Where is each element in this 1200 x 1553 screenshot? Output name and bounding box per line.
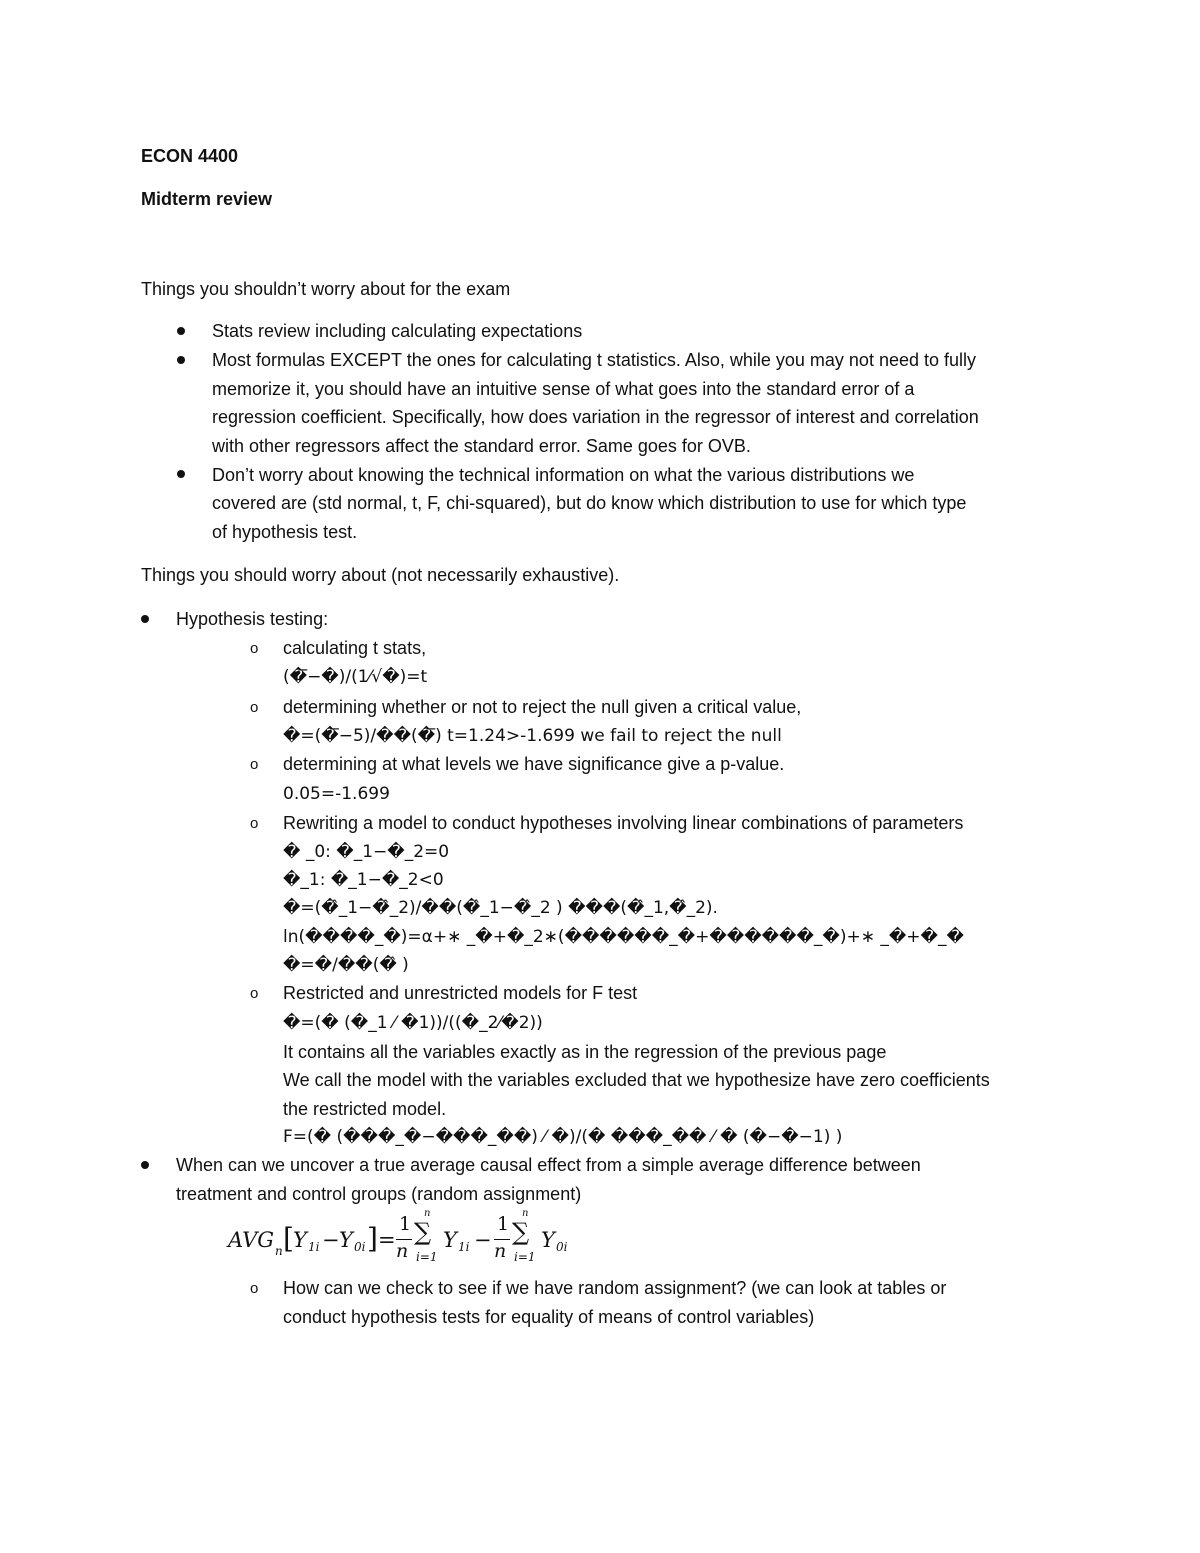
sub-item-label: determining at what levels we have significance give a p-value.	[283, 754, 785, 774]
eq-sum-top-2: n	[522, 1208, 529, 1219]
hypothesis-testing-label: Hypothesis testing:	[176, 609, 329, 629]
sub-bullet-icon: o	[250, 756, 259, 773]
formula-line: �=(�̂_1−�̂_2)/��(�̂_1−�̂_2 ) ���(�̂_1,�̂_2).	[283, 898, 718, 918]
eq-equals: =	[378, 1228, 396, 1252]
list-item-line: regression coefficient. Specifically, how does variation in the regressor of interest and correlation	[212, 407, 979, 427]
list-item-line: covered are (std normal, t, F, chi-squared), but do know which distribution to use for which type	[212, 493, 967, 513]
list-item-line: Don’t worry about knowing the technical information on what the various distributions we	[212, 465, 915, 485]
eq-y0-sub: 0i	[354, 1240, 366, 1254]
eq-y1i: Y	[443, 1228, 457, 1252]
formula-line: (�̅−�)/(1⁄√�)=t	[283, 667, 428, 687]
formula-line: 0.05=-1.699	[283, 784, 390, 804]
eq-minus: −	[322, 1228, 340, 1252]
sub-bullet-icon: o	[250, 640, 259, 657]
eq-right-bracket: ]	[367, 1222, 378, 1255]
eq-avg: AVG	[228, 1228, 275, 1252]
bullet-icon	[177, 470, 185, 478]
sum-icon: ∑	[414, 1218, 432, 1246]
sub-item-label: calculating t stats,	[283, 638, 427, 658]
bullet-icon	[141, 1161, 149, 1169]
eq-y1i-sub: 1i	[458, 1240, 470, 1254]
bullet-icon	[177, 356, 185, 364]
formula-line: �=(� (�_1 ⁄ �1))/((�_2⁄�2))	[283, 1013, 543, 1033]
list-item-line: Stats review including calculating expectations	[212, 321, 583, 341]
document-subtitle: Midterm review	[141, 189, 273, 209]
sub-bullet-icon: o	[250, 815, 259, 832]
eq-y0i: Y	[541, 1228, 555, 1252]
sub-bullet-icon: o	[250, 985, 259, 1002]
formula-line: �=(�̅−5)/��(�̅) t=1.24>-1.699 we fail to reject the null	[283, 726, 782, 746]
bullet-icon	[141, 615, 149, 623]
eq-sum-top: n	[424, 1208, 431, 1219]
text-line: It contains all the variables exactly as in the regression of the previous page	[283, 1042, 887, 1062]
average-difference-equation	[228, 1208, 608, 1278]
sub-item-label: Rewriting a model to conduct hypotheses involving linear combinations of parameters	[283, 813, 964, 833]
section-heading-dont-worry: Things you shouldn’t worry about for the exam	[141, 279, 511, 299]
course-title: ECON 4400	[141, 146, 239, 166]
sum-icon: ∑	[512, 1218, 530, 1246]
list-item-line: treatment and control groups (random assignment)	[176, 1184, 582, 1204]
sub-item-label: determining whether or not to reject the null given a critical value,	[283, 697, 802, 717]
eq-frac-num-2: 1	[497, 1213, 510, 1235]
formula-line: F=(� (���_�−���_��) ⁄ �)/(� ���_�� ⁄ � (�−�−1) )	[283, 1127, 843, 1147]
sub-bullet-icon: o	[250, 699, 259, 716]
list-item-line: with other regressors affect the standard error. Same goes for OVB.	[212, 436, 751, 456]
sub-item-label: conduct hypothesis tests for equality of means of control variables)	[283, 1307, 815, 1327]
eq-avg-sub: n	[275, 1244, 283, 1258]
formula-line: �_1: �_1−�_2<0	[283, 870, 444, 890]
eq-sum-bottom-2: i=1	[514, 1250, 536, 1264]
list-item-line: Most formulas EXCEPT the ones for calculating t statistics. Also, while you may not need to fully	[212, 350, 977, 370]
eq-frac-num: 1	[399, 1213, 412, 1235]
formula-line: ln(����_�)=α+∗ _�+�_2∗(������_�+������_�)+∗ _�+�_�	[283, 927, 964, 947]
list-item-line: of hypothesis test.	[212, 522, 358, 542]
sub-item-label: Restricted and unrestricted models for F test	[283, 983, 638, 1003]
eq-sum-bottom: i=1	[416, 1250, 438, 1264]
eq-minus-2: −	[474, 1228, 492, 1252]
eq-y0i-sub: 0i	[556, 1240, 568, 1254]
eq-frac-den: n	[396, 1240, 409, 1262]
sub-bullet-icon: o	[250, 1280, 259, 1297]
formula-line: � _0: �_1−�_2=0	[283, 842, 450, 862]
eq-left-bracket: [	[283, 1222, 294, 1255]
eq-y1-sub: 1i	[308, 1240, 320, 1254]
eq-frac-den-2: n	[494, 1240, 507, 1262]
text-line: We call the model with the variables excluded that we hypothesize have zero coefficients	[283, 1070, 990, 1090]
bullet-icon	[177, 327, 185, 335]
list-item-line: When can we uncover a true average causal effect from a simple average difference between	[176, 1155, 921, 1175]
eq-y1: Y	[293, 1228, 307, 1252]
list-item-line: memorize it, you should have an intuitive sense of what goes into the standard error of a	[212, 379, 915, 399]
sub-item-label: How can we check to see if we have random assignment? (we can look at tables or	[283, 1278, 947, 1298]
eq-y0: Y	[339, 1228, 353, 1252]
section-heading-do-worry: Things you should worry about (not necessarily exhaustive).	[141, 565, 620, 585]
formula-line: �=�/��(�̂ )	[283, 955, 409, 975]
text-line: the restricted model.	[283, 1099, 447, 1119]
